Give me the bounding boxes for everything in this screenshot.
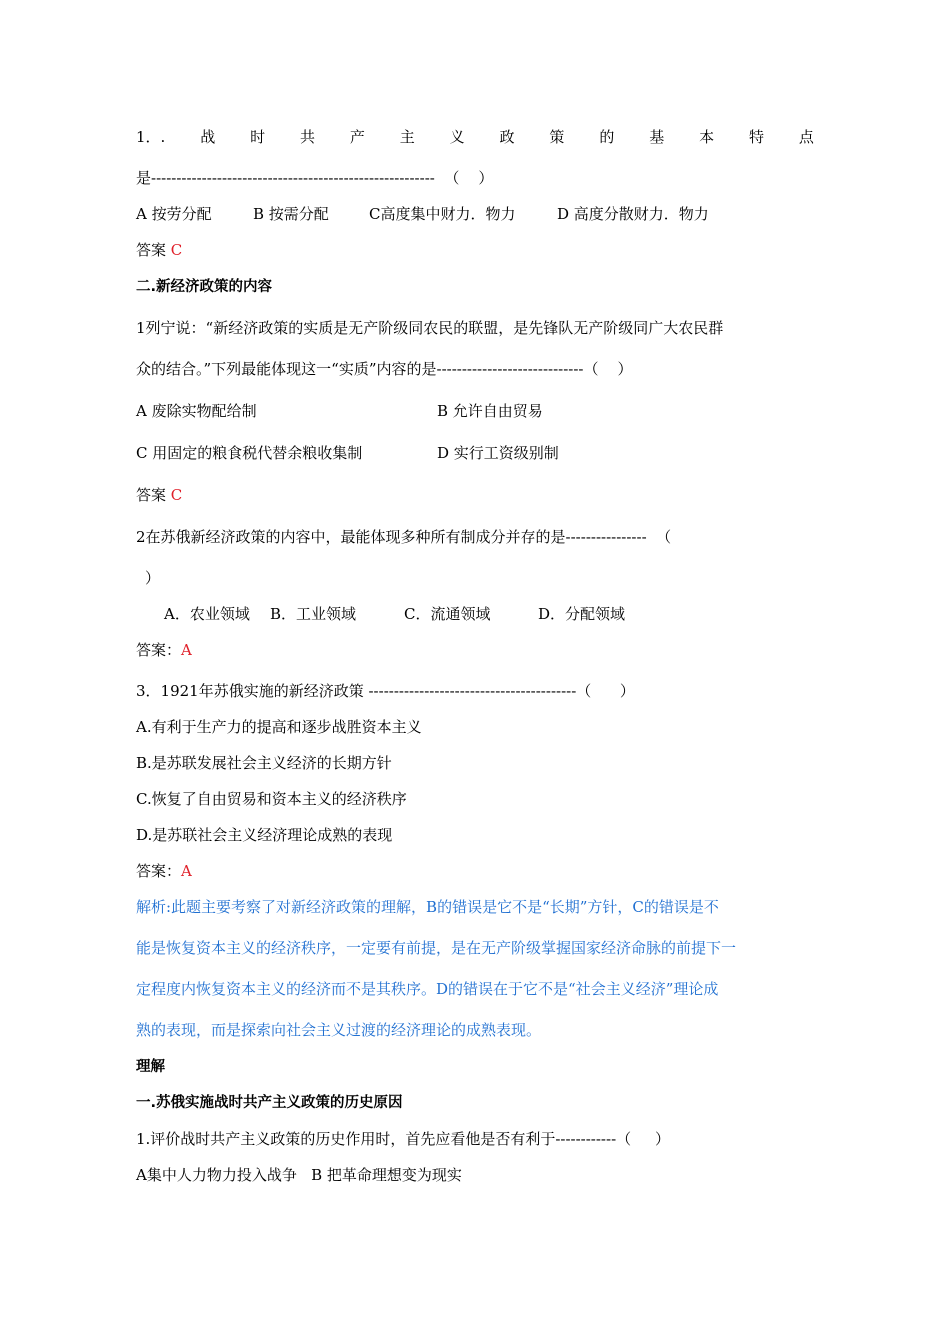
s2q3-option-c: C.恢复了自由贸易和资本主义的经济秩序 — [136, 790, 407, 808]
s2q2-option-b: B．工业领域 — [270, 605, 357, 623]
answer-value: C — [170, 241, 183, 259]
q1-question-char: 主 — [399, 128, 415, 146]
section-title: 一.苏俄实施战时共产主义政策的历史原因 — [136, 1095, 403, 1111]
s2q3-option-d: D.是苏联社会主义经济理论成熟的表现 — [136, 826, 393, 844]
q1-question-char: 战 — [200, 128, 216, 146]
q1-answer — [136, 240, 182, 260]
s2q1-option-b: B 允许自由贸易 — [437, 402, 543, 420]
s2q1-option-c: C 用固定的粮食税代替余粮收集制 — [136, 444, 363, 462]
s2q3-option-a: A.有利于生产力的提高和逐步战胜资本主义 — [136, 718, 422, 736]
s2q2-line1: 2在苏俄新经济政策的内容中，最能体现多种所有制成分并存的是---------------- （ — [136, 528, 672, 546]
analysis-line-2: 能是恢复资本主义的经济秩序，一定要有前提，是在无产阶级掌握国家经济命脉的前提下一 — [136, 939, 737, 957]
s2q1-line2: 众的结合。”下列最能体现这一“实质”内容的是-----------------------------（ ） — [136, 360, 633, 378]
q1-question-char: 时 — [250, 128, 266, 146]
s2q1-line1: 1列宁说：“新经济政策的实质是无产阶级同农民的联盟，是先锋队无产阶级同广大农民群 — [136, 319, 724, 337]
q1-question-char: 本 — [699, 128, 715, 146]
q1-option-d: D 高度分散财力．物力 — [557, 205, 709, 223]
q1-option-c: C高度集中财力．物力 — [369, 205, 516, 223]
q1-question-char: 点 — [798, 128, 814, 146]
q1-question-char: 的 — [599, 128, 615, 146]
q1-option-a: A 按劳分配 — [136, 205, 212, 223]
q1-option-b: B 按需分配 — [253, 205, 329, 223]
s2q1-answer — [136, 485, 182, 505]
section-title: 二.新经济政策的内容 — [136, 279, 273, 295]
q1-question-char: 义 — [449, 128, 465, 146]
analysis-line-1: 解析:此题主要考察了对新经济政策的理解，B的错误是它不是“长期”方针，C的错误是不 — [136, 898, 719, 916]
q1-question-char: 策 — [549, 128, 565, 146]
s2q3-answer — [136, 861, 192, 881]
answer-value: A — [181, 641, 192, 659]
s2q3-line1: 3．1921年苏俄实施的新经济政策 -----------------------------------------（ ） — [136, 682, 635, 700]
q1-question-char: 1．. — [136, 128, 166, 146]
s2q3-option-b: B.是苏联发展社会主义经济的长期方针 — [136, 754, 392, 772]
q1-question-char: 基 — [649, 128, 665, 146]
s2q2-answer — [136, 640, 192, 660]
understanding-heading: 理解 — [136, 1059, 165, 1075]
analysis-line-3: 定程度内恢复资本主义的经济而不是其秩序。D的错误在于它不是“社会主义经济”理论成 — [136, 980, 719, 998]
answer-value: C — [170, 486, 183, 504]
q1-question-char: 特 — [748, 128, 764, 146]
s2q2-option-a: A．农业领域 — [164, 605, 250, 623]
q1-question-char: 产 — [349, 128, 365, 146]
q1-question-char: 政 — [499, 128, 515, 146]
u1-line2: A集中人力物力投入战争 B 把革命理想变为现实 — [136, 1166, 462, 1184]
answer-label: 答案： — [136, 862, 182, 880]
s2q2-line2: ） — [145, 569, 161, 587]
s2q2-option-d: D．分配领域 — [538, 605, 626, 623]
s2q1-option-d: D 实行工资级别制 — [437, 444, 559, 462]
u1-line1: 1.评价战时共产主义政策的历史作用时，首先应看他是否有利于------------（ ） — [136, 1130, 670, 1148]
answer-label: 答案 — [136, 486, 167, 504]
answer-value: A — [181, 862, 192, 880]
s2q2-option-c: C．流通领域 — [404, 605, 491, 623]
answer-label: 答案 — [136, 241, 167, 259]
q1-question-char: 共 — [299, 128, 315, 146]
analysis-line-4: 熟的表现，而是探索向社会主义过渡的经济理论的成熟表现。 — [136, 1021, 542, 1039]
q1-question-line2: 是-------------------------------------------------------- （ ） — [136, 169, 494, 187]
q1-question-line1 — [136, 127, 814, 147]
s2q1-option-a: A 废除实物配给制 — [136, 402, 257, 420]
answer-label: 答案： — [136, 641, 182, 659]
